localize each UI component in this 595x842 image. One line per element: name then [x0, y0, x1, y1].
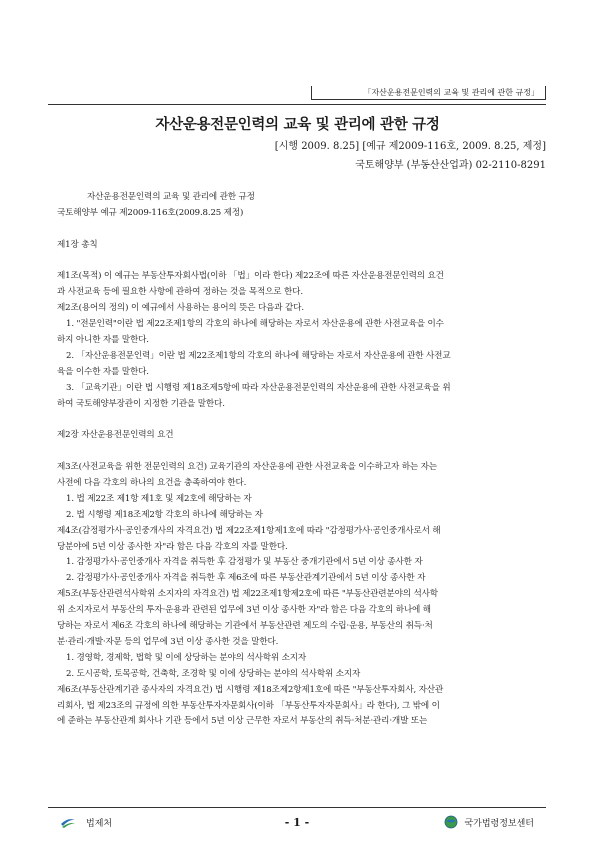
body-line: 2. 법 시행령 제18조제2항 각호의 하나에 해당하는 자 [66, 509, 263, 520]
body-line: 제4조(감정평가사·공인중개사의 자격요건) 법 제22조제1항제1호에 따라 "감정평가사·공인중개사로서 해 [57, 525, 441, 536]
body-line: 제3조(사전교육을 위한 전문인력의 요건) 교육기관의 자산운용에 관한 사전교육을 이수하고자 하는 자는 [57, 462, 437, 473]
body-line: 제1조(목적) 이 예규는 부동산투자회사법(이하 「법」이라 한다) 제22조에 따른 자산운용전문인력의 요건 [57, 271, 444, 282]
running-header: 「자산운용전문인력의 교육 및 관리에 관한 규정」 [311, 86, 546, 100]
header-divider [48, 104, 546, 105]
blank-line [57, 412, 547, 428]
body-line: 제6조(부동산관계기관 종사자의 자격요건) 법 시행령 제18조제2항제1호에 따른 "부동산투자회사, 자산관 [57, 684, 444, 695]
body-line: 1. "전문인력"이란 법 제22조제1항의 각호의 하나에 해당하는 자로서 자산운용에 관한 사전교육을 이수 [66, 319, 444, 330]
center-name: 국가법령정보센터 [464, 818, 534, 829]
page-footer [48, 813, 546, 835]
blank-line [57, 444, 547, 460]
body-line: 1. 경영학, 경제학, 법학 및 이에 상당하는 분야의 석사학위 소지자 [66, 652, 307, 663]
body-line: 사전에 다음 각호의 하나의 요건을 충족하여야 한다. [57, 478, 247, 489]
document-title: 자산운용전문인력의 교육 및 관리에 관한 규정 [155, 117, 440, 133]
enactment-info: [시행 2009. 8.25] [예규 제2009-116호, 2009. 8.25, 제정] [274, 141, 546, 152]
globe-icon [444, 815, 458, 829]
body-line: 제5조(부동산관련석사학위 소지자의 자격요건) 법 제22조제1항제2호에 따른 "부동산관련분야의 석사학 [57, 589, 438, 600]
blank-line [57, 254, 547, 270]
body-line: 분·관리·개발·자문 등의 업무에 3년 이상 종사한 것을 말한다. [57, 636, 279, 647]
body-line: 1. 감정평가사·공인중개사 자격을 취득한 후 감정평가 및 부동산 중개기관에서 5년 이상 종사한 자 [66, 557, 423, 568]
body-line: 당분야에 5년 이상 종사한 자"라 함은 다음 각호의 자를 말한다. [57, 541, 288, 552]
document-body [57, 190, 547, 730]
body-line: 제1장 총칙 [57, 239, 98, 250]
ministry-contact: 국토해양부 (부동산산업과) 02-2110-8291 [355, 160, 546, 171]
body-line: 당하는 자로서 제6조 각호의 하나에 해당하는 기관에서 부동산관련 제도의 수립·운용, 부동산의 취득·처 [57, 621, 433, 632]
body-line: 위 소지자로서 부동산의 투자·운용과 관련된 업무에 3년 이상 종사한 자"라 함은 다음 각호의 하나에 해 [57, 605, 431, 616]
body-line: 2. 「자산운용전문인력」이란 법 제22조제1항의 각호의 하나에 해당하는 자로서 자산운용에 관한 사전교 [66, 350, 451, 361]
body-line: 자산운용전문인력의 교육 및 관리에 관한 규정 [87, 192, 255, 202]
body-line: 과 사전교육 등에 필요한 사항에 관하여 정하는 것을 목적으로 한다. [57, 287, 303, 298]
blank-line [57, 222, 547, 238]
body-line: 하여 국토해양부장관이 지정한 기관을 말한다. [57, 398, 225, 409]
body-line: 3. 「교육기관」이란 법 시행령 제18조제5항에 따라 자산운용전문인력의 자산운용에 관한 사전교육을 위 [66, 382, 451, 393]
body-line: 국토해양부 예규 제2009-116호(2009.8.25 제정) [57, 207, 244, 218]
footer-divider [48, 807, 546, 808]
body-line: 제2장 자산운용전문인력의 요건 [57, 430, 174, 441]
body-line: 2. 도시공학, 토목공학, 건축학, 조경학 및 이에 상당하는 분야의 석사학위 소지자 [66, 668, 361, 679]
footer-center [444, 815, 534, 829]
body-line: 육을 이수한 자를 말한다. [57, 366, 149, 377]
body-line: 에 준하는 부동산관계 회사나 기관 등에서 5년 이상 근무한 자로서 부동산의 취득·처분·관리·개발 또는 [57, 716, 428, 727]
body-line: 제2조(용어의 정의) 이 예규에서 사용하는 용어의 뜻은 다음과 같다. [57, 303, 304, 314]
body-line: 리회사, 법 제23조의 규정에 의한 부동산투자자문회사(이하 「부동산투자자문회사」라 한다), 그 밖에 이 [57, 700, 440, 711]
body-line: 2. 감정평가사·공인중개사 자격을 취득한 후 제6조에 따른 부동산관계기관에서 5년 이상 종사한 자 [66, 573, 426, 584]
body-line: 1. 법 제22조 제1항 제1호 및 제2호에 해당하는 자 [66, 493, 252, 504]
page-number: - 1 - [284, 816, 310, 829]
publisher-name: 법제처 [86, 818, 113, 829]
body-line: 하지 아니한 자를 말한다. [57, 335, 149, 346]
